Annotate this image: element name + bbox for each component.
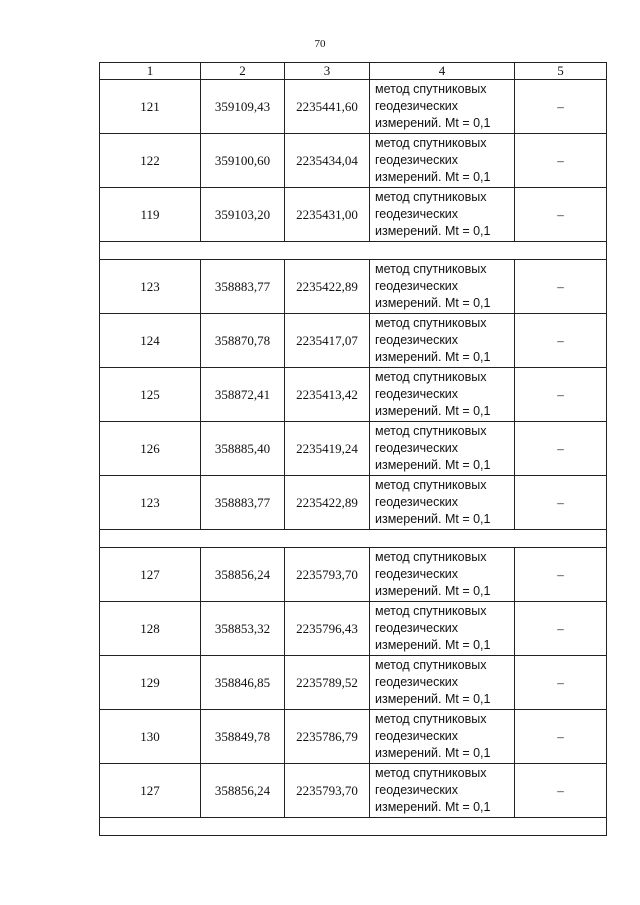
point-cell: 124 xyxy=(100,314,201,368)
note-cell: – xyxy=(515,134,607,188)
note-cell: – xyxy=(515,80,607,134)
header-cell-method: 4 xyxy=(370,63,515,80)
point-cell: 123 xyxy=(100,476,201,530)
method-line: метод спутниковых xyxy=(375,136,487,150)
table-row xyxy=(100,188,607,242)
note-cell: – xyxy=(515,188,607,242)
y-coordinate-cell: 2235431,00 xyxy=(285,188,370,242)
x-coordinate-cell: 358856,24 xyxy=(201,764,285,818)
group-separator-row xyxy=(100,818,607,836)
point-cell: 127 xyxy=(100,548,201,602)
point-cell: 119 xyxy=(100,188,201,242)
method-line: метод спутниковых xyxy=(375,424,487,438)
method-cell xyxy=(370,134,515,188)
y-coordinate-cell: 2235434,04 xyxy=(285,134,370,188)
method-cell xyxy=(370,656,515,710)
method-line: измерений. Mt = 0,1 xyxy=(375,638,491,652)
point-cell: 129 xyxy=(100,656,201,710)
table-row xyxy=(100,476,607,530)
x-coordinate-cell: 358872,41 xyxy=(201,368,285,422)
method-line: геодезических xyxy=(375,621,459,635)
method-line: измерений. Mt = 0,1 xyxy=(375,512,491,526)
y-coordinate-cell: 2235417,07 xyxy=(285,314,370,368)
note-cell: – xyxy=(515,368,607,422)
table-row xyxy=(100,602,607,656)
separator-cell xyxy=(100,242,607,260)
method-line: измерений. Mt = 0,1 xyxy=(375,224,491,238)
method-line: геодезических xyxy=(375,279,459,293)
method-line: измерений. Mt = 0,1 xyxy=(375,800,491,814)
x-coordinate-cell: 359100,60 xyxy=(201,134,285,188)
point-cell: 128 xyxy=(100,602,201,656)
method-line: геодезических xyxy=(375,387,459,401)
method-line: метод спутниковых xyxy=(375,82,487,96)
y-coordinate-cell: 2235796,43 xyxy=(285,602,370,656)
page-number: 70 xyxy=(314,38,326,50)
method-line: метод спутниковых xyxy=(375,712,487,726)
y-coordinate-cell: 2235422,89 xyxy=(285,260,370,314)
x-coordinate-cell: 358853,32 xyxy=(201,602,285,656)
method-line: измерений. Mt = 0,1 xyxy=(375,584,491,598)
method-cell xyxy=(370,188,515,242)
table-row xyxy=(100,764,607,818)
method-cell xyxy=(370,764,515,818)
y-coordinate-cell: 2235786,79 xyxy=(285,710,370,764)
method-line: метод спутниковых xyxy=(375,478,487,492)
method-cell xyxy=(370,260,515,314)
group-separator-row xyxy=(100,530,607,548)
y-coordinate-cell: 2235422,89 xyxy=(285,476,370,530)
x-coordinate-cell: 358883,77 xyxy=(201,260,285,314)
method-line: геодезических xyxy=(375,675,459,689)
point-cell: 127 xyxy=(100,764,201,818)
method-line: метод спутниковых xyxy=(375,658,487,672)
header-cell-y: 3 xyxy=(285,63,370,80)
method-line: геодезических xyxy=(375,153,459,167)
y-coordinate-cell: 2235441,60 xyxy=(285,80,370,134)
point-cell: 130 xyxy=(100,710,201,764)
y-coordinate-cell: 2235419,24 xyxy=(285,422,370,476)
point-cell: 121 xyxy=(100,80,201,134)
x-coordinate-cell: 359103,20 xyxy=(201,188,285,242)
method-line: измерений. Mt = 0,1 xyxy=(375,458,491,472)
method-line: геодезических xyxy=(375,783,459,797)
method-line: геодезических xyxy=(375,567,459,581)
header-cell-x: 2 xyxy=(201,63,285,80)
point-cell: 123 xyxy=(100,260,201,314)
table-row xyxy=(100,656,607,710)
method-line: метод спутниковых xyxy=(375,604,487,618)
x-coordinate-cell: 358870,78 xyxy=(201,314,285,368)
method-cell xyxy=(370,602,515,656)
method-cell xyxy=(370,476,515,530)
method-cell xyxy=(370,710,515,764)
table-body xyxy=(100,80,607,836)
note-cell: – xyxy=(515,764,607,818)
method-cell xyxy=(370,80,515,134)
point-cell: 122 xyxy=(100,134,201,188)
method-line: измерений. Mt = 0,1 xyxy=(375,296,491,310)
method-line: измерений. Mt = 0,1 xyxy=(375,350,491,364)
note-cell: – xyxy=(515,476,607,530)
method-line: геодезических xyxy=(375,441,459,455)
method-line: геодезических xyxy=(375,333,459,347)
coordinates-table xyxy=(99,62,607,836)
table-row xyxy=(100,368,607,422)
method-line: измерений. Mt = 0,1 xyxy=(375,692,491,706)
table-row xyxy=(100,422,607,476)
method-line: измерений. Mt = 0,1 xyxy=(375,170,491,184)
method-line: измерений. Mt = 0,1 xyxy=(375,746,491,760)
method-line: метод спутниковых xyxy=(375,190,487,204)
note-cell: – xyxy=(515,710,607,764)
method-line: измерений. Mt = 0,1 xyxy=(375,404,491,418)
header-cell-note: 5 xyxy=(515,63,607,80)
table-row xyxy=(100,710,607,764)
note-cell: – xyxy=(515,314,607,368)
method-line: геодезических xyxy=(375,207,459,221)
x-coordinate-cell: 358856,24 xyxy=(201,548,285,602)
method-line: метод спутниковых xyxy=(375,766,487,780)
method-cell xyxy=(370,548,515,602)
method-line: метод спутниковых xyxy=(375,262,487,276)
table-header xyxy=(100,63,607,80)
note-cell: – xyxy=(515,260,607,314)
table-row xyxy=(100,260,607,314)
method-line: метод спутниковых xyxy=(375,316,487,330)
x-coordinate-cell: 359109,43 xyxy=(201,80,285,134)
header-row xyxy=(100,63,607,80)
method-line: геодезических xyxy=(375,495,459,509)
x-coordinate-cell: 358849,78 xyxy=(201,710,285,764)
x-coordinate-cell: 358885,40 xyxy=(201,422,285,476)
method-line: геодезических xyxy=(375,729,459,743)
header-cell-point: 1 xyxy=(100,63,201,80)
x-coordinate-cell: 358846,85 xyxy=(201,656,285,710)
separator-cell xyxy=(100,530,607,548)
method-cell xyxy=(370,422,515,476)
table-row xyxy=(100,548,607,602)
point-cell: 126 xyxy=(100,422,201,476)
y-coordinate-cell: 2235793,70 xyxy=(285,548,370,602)
table-row xyxy=(100,134,607,188)
table-row xyxy=(100,80,607,134)
point-cell: 125 xyxy=(100,368,201,422)
method-cell xyxy=(370,314,515,368)
separator-cell xyxy=(100,818,607,836)
group-separator-row xyxy=(100,242,607,260)
method-line: метод спутниковых xyxy=(375,550,487,564)
note-cell: – xyxy=(515,602,607,656)
method-line: геодезических xyxy=(375,99,459,113)
note-cell: – xyxy=(515,422,607,476)
y-coordinate-cell: 2235413,42 xyxy=(285,368,370,422)
method-cell xyxy=(370,368,515,422)
y-coordinate-cell: 2235793,70 xyxy=(285,764,370,818)
table-row xyxy=(100,314,607,368)
x-coordinate-cell: 358883,77 xyxy=(201,476,285,530)
note-cell: – xyxy=(515,656,607,710)
note-cell: – xyxy=(515,548,607,602)
y-coordinate-cell: 2235789,52 xyxy=(285,656,370,710)
method-line: измерений. Mt = 0,1 xyxy=(375,116,491,130)
method-line: метод спутниковых xyxy=(375,370,487,384)
